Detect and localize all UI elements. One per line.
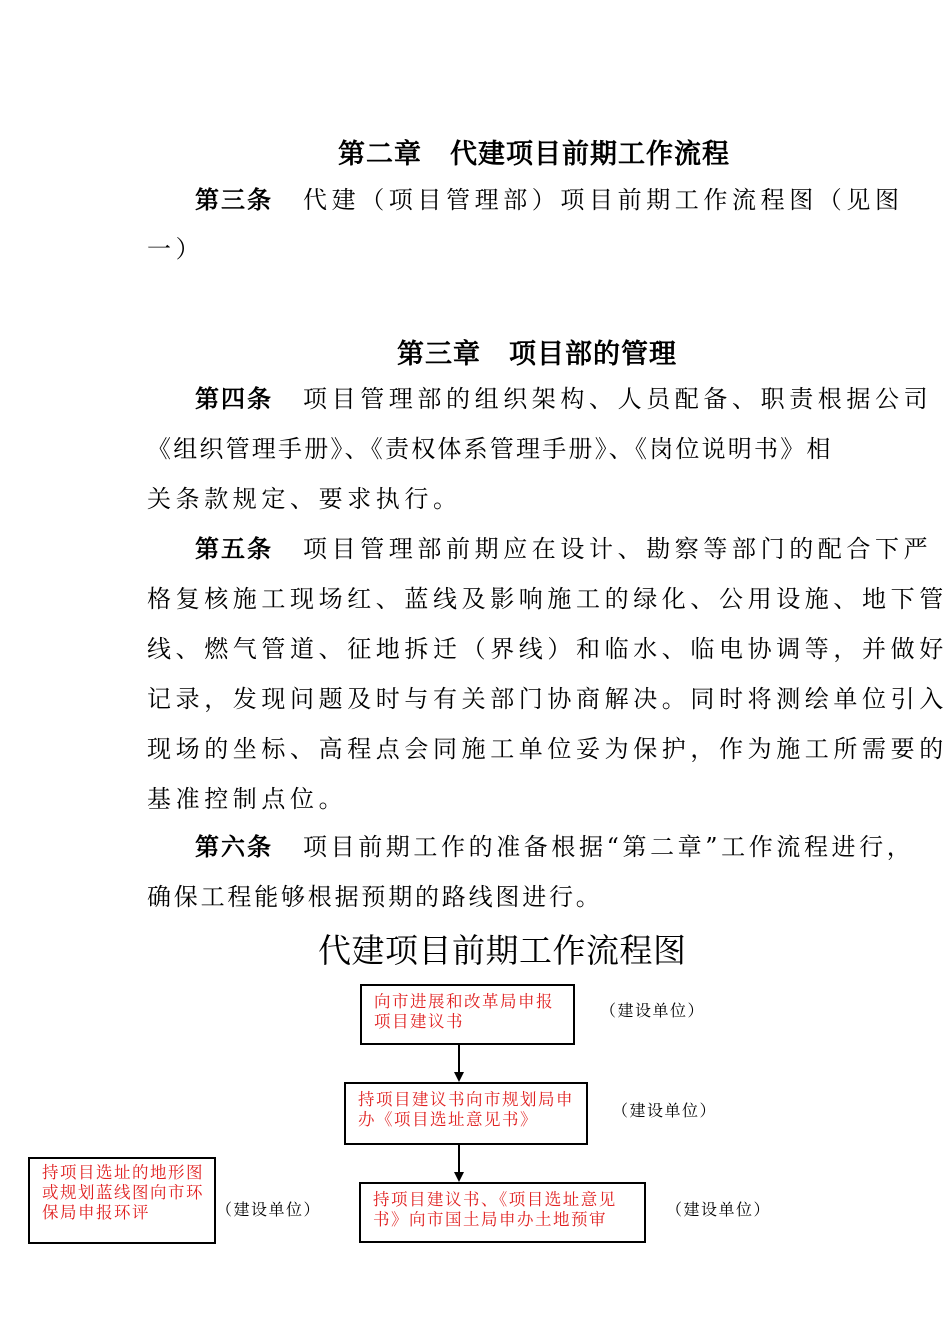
flow-step-3-box [359,1182,646,1243]
article-5-line-3: 线、燃气管道、征地拆迁（界线）和临水、临电协调等，并做好 [147,635,948,663]
article-6-label: 第六条 [195,833,273,861]
article-3-line-1 [195,185,904,215]
flow-step-1-unit: （建设单位） [600,1001,706,1020]
article-6-line-2: 确保工程能够根据预期的路线图进行。 [147,883,603,911]
article-5-text: 项目管理部前期应在设计、勘察等部门的配合下严 [303,535,933,563]
flow-step-4-text: 持项目选址的地形图或规划蓝线图向市环保局申报环评 [42,1163,204,1222]
flow-arrow-1 [454,1072,464,1082]
chapter-2-title: 第二章 代建项目前期工作流程 [338,139,730,170]
flowchart-title: 代建项目前期工作流程图 [318,931,687,970]
flow-step-1-text: 向市进展和改革局申报项目建议书 [374,992,554,1031]
flow-step-4-box [28,1157,216,1244]
article-4-text: 项目管理部的组织架构、人员配备、职责根据公司 [303,385,933,413]
article-3-text: 代建（项目管理部）项目前期工作流程图（见图 [303,186,904,214]
chapter-3-title: 第三章 项目部的管理 [397,339,677,370]
flow-connector-2 [458,1145,460,1173]
article-4-line-1 [195,384,932,414]
flow-connector-1 [458,1045,460,1073]
article-4-line-3: 关条款规定、要求执行。 [147,485,462,513]
article-5-line-5: 现场的坐标、高程点会同施工单位妥为保护，作为施工所需要的 [147,735,948,763]
article-5-line-4: 记录，发现问题及时与有关部门协商解决。同时将测绘单位引入 [147,685,948,713]
article-6-line-1 [195,832,914,862]
flow-step-2-unit: （建设单位） [612,1101,718,1120]
article-5-line-2: 格复核施工现场红、蓝线及影响施工的绿化、公用设施、地下管 [147,585,948,613]
article-4-line-2: 《组织管理手册》、《责权体系管理手册》、《岗位说明书》相 [147,435,833,463]
article-4-label: 第四条 [195,385,273,413]
flow-step-1-box [360,984,575,1045]
flow-step-2-text: 持项目建议书向市规划局申办《项目选址意见书》 [358,1090,574,1129]
article-3-line-2: 一） [147,235,205,263]
article-5-line-6: 基准控制点位。 [147,785,348,813]
article-5-label: 第五条 [195,535,273,563]
flow-step-2-box [344,1082,588,1145]
article-3-label: 第三条 [195,186,273,214]
flow-step-3-unit: （建设单位） [666,1200,772,1219]
article-6-text: 项目前期工作的准备根据“第二章”工作流程进行， [303,833,915,861]
article-5-line-1 [195,534,932,564]
flow-step-3-text: 持项目建议书、《项目选址意见书》向市国土局申办土地预审 [373,1190,617,1229]
flow-arrow-2 [454,1172,464,1182]
flow-step-4-unit: （建设单位） [216,1200,322,1219]
